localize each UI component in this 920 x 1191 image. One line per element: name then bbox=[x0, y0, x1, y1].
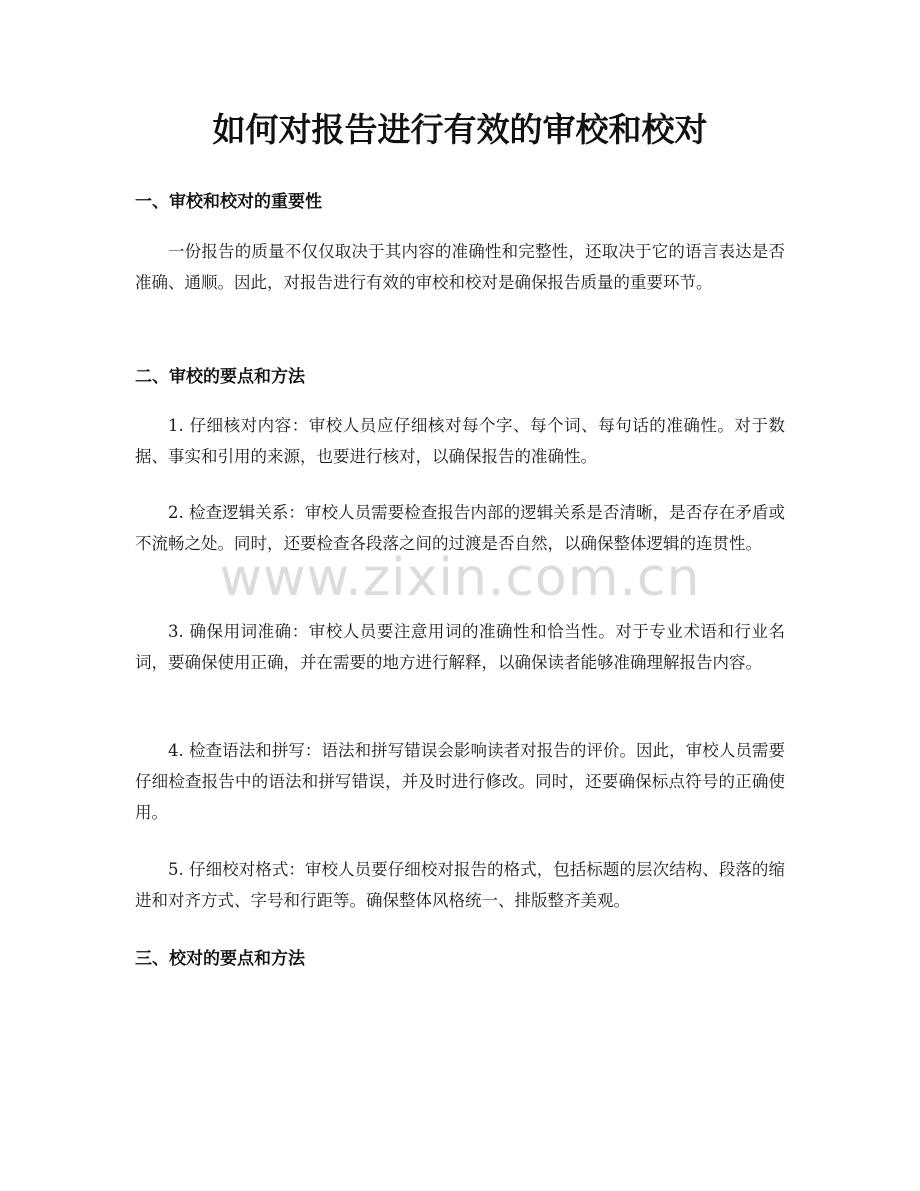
paragraph-review-item-1: 1. 仔细核对内容：审校人员应仔细核对每个字、每个词、每句话的准确性。对于数据、事实和引用的来源，也要进行核对，以确保报告的准确性。 bbox=[135, 416, 785, 466]
paragraph-review-item-4: 4. 检查语法和拼写：语法和拼写错误会影响读者对报告的评价。因此，审校人员需要仔细检查报告中的语法和拼写错误，并及时进行修改。同时，还要确保标点符号的正确使用。 bbox=[135, 741, 785, 822]
section-heading-review-methods: 二、审校的要点和方法 bbox=[135, 367, 305, 387]
paragraph-importance: 一份报告的质量不仅仅取决于其内容的准确性和完整性，还取决于它的语言表达是否准确、通顺。因此，对报告进行有效的审校和校对是确保报告质量的重要环节。 bbox=[135, 242, 785, 292]
document-title: 如何对报告进行有效的审校和校对 bbox=[212, 110, 708, 149]
section-heading-importance: 一、审校和校对的重要性 bbox=[135, 192, 322, 212]
paragraph-review-item-2: 2. 检查逻辑关系：审校人员需要检查报告内部的逻辑关系是否清晰，是否存在矛盾或不流畅之处。同时，还要检查各段落之间的过渡是否自然，以确保整体逻辑的连贯性。 bbox=[135, 503, 785, 553]
paragraph-review-item-3: 3. 确保用词准确：审校人员要注意用词的准确性和恰当性。对于专业术语和行业名词，要确保使用正确，并在需要的地方进行解释，以确保读者能够准确理解报告内容。 bbox=[135, 622, 785, 672]
watermark: www.zixin.com.cn bbox=[219, 548, 701, 608]
section-heading-proofreading-methods: 三、校对的要点和方法 bbox=[135, 949, 305, 969]
paragraph-review-item-5: 5. 仔细校对格式：审校人员要仔细校对报告的格式，包括标题的层次结构、段落的缩进和对齐方式、字号和行距等。确保整体风格统一、排版整齐美观。 bbox=[135, 860, 785, 910]
